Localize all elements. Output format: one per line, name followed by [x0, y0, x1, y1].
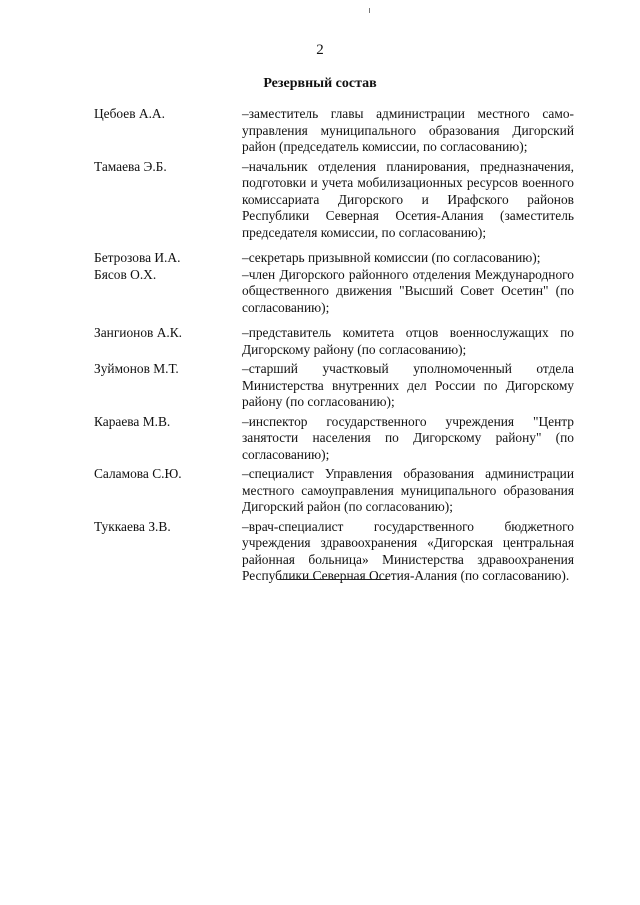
member-name: Зуймонов М.Т.	[94, 361, 179, 376]
member-row	[94, 325, 574, 358]
member-name: Бясов О.Х.	[94, 266, 157, 282]
member-row	[94, 414, 574, 464]
member-name: Саламова С.Ю.	[94, 466, 182, 481]
member-role: –старший участковый уполномоченный отдела Министерства внутренних дел России по Дигорскому району (по согласованию);	[242, 361, 574, 409]
member-row	[94, 106, 574, 156]
page-number: 2	[316, 42, 324, 58]
member-row	[94, 361, 574, 411]
member-role: –член Дигорского районного отделения Международного общественного движения "Высший Совет Осетин" (по согласованию);	[242, 266, 574, 315]
member-name: Цебоев А.А.	[94, 106, 165, 121]
member-name: Туккаева З.В.	[94, 518, 171, 534]
member-name: Караева М.В.	[94, 413, 171, 429]
section-heading: Резервный состав	[263, 76, 377, 91]
member-row	[94, 267, 574, 317]
member-role: –представитель комитета отцов военнослужащих по Дигорскому району (по согласованию);	[242, 325, 574, 357]
member-role: –специалист Управления образования администрации местного самоуправления муниципального образования Дигорский район (по согласованию);	[242, 466, 574, 514]
member-role: –начальник отделения планирования, предназначения, подготовки и учета мобилизационных ресурсов военного комиссариата Дигорского и Ирафского районов Республики Северная Осетия-Алания (заместитель председателя комиссии, по согласованию);	[242, 158, 574, 240]
member-row	[94, 519, 574, 585]
member-role: –инспектор государственного учреждения "Центр занятости населения по Дигорскому району" (по согласованию);	[242, 413, 574, 462]
member-row	[94, 250, 574, 267]
member-row	[94, 466, 574, 516]
member-list	[94, 106, 574, 585]
end-rule	[277, 579, 388, 580]
member-name: Бетрозова И.А.	[94, 250, 181, 265]
member-role: –заместитель главы администрации местного само-управления муниципального образования Дигорский район (председатель комиссии, по согласованию);	[242, 106, 574, 154]
member-role: –секретарь призывной комиссии (по согласованию);	[242, 250, 541, 265]
member-row	[94, 159, 574, 242]
scan-mark	[369, 8, 370, 13]
member-name: Зангионов А.К.	[94, 325, 183, 340]
member-name: Тамаева Э.Б.	[94, 158, 167, 174]
member-role: –врач-специалист государственного бюджетного учреждения здравоохранения «Дигорская центральная районная больница» Министерства здравоохранения Республики Северная Осетия-Алания (по согласованию).	[242, 518, 574, 583]
